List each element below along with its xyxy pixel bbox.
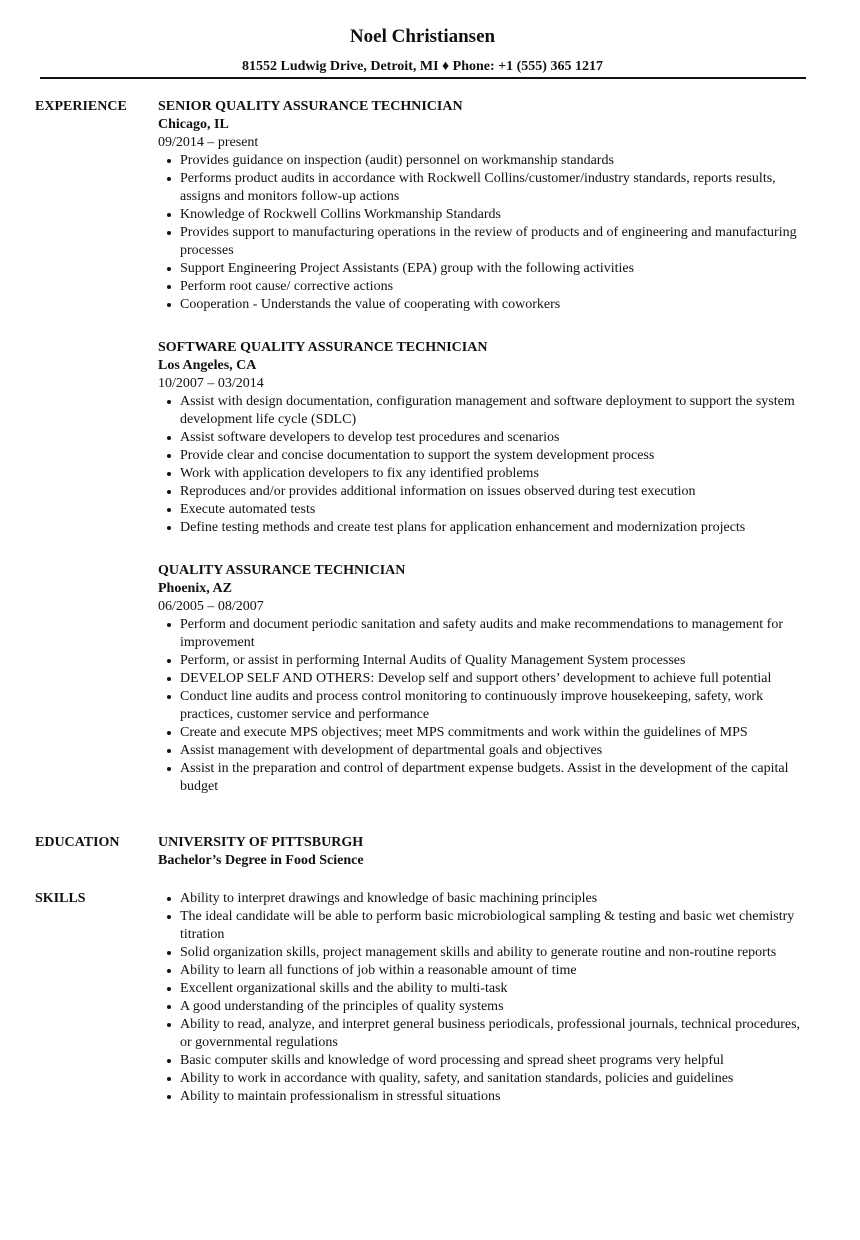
job-dates: 06/2005 – 08/2007 <box>158 599 264 614</box>
degree: Bachelor’s Degree in Food Science <box>158 853 364 868</box>
header-divider <box>40 77 806 79</box>
skills-list <box>158 890 815 1106</box>
job-location: Chicago, IL <box>158 117 229 132</box>
school-name: UNIVERSITY OF PITTSBURGH <box>158 835 364 850</box>
bullet-item: DEVELOP SELF AND OTHERS: Develop self and support others’ development to achieve full potential <box>180 670 815 688</box>
job-title: QUALITY ASSURANCE TECHNICIAN <box>158 563 406 578</box>
job-entry <box>158 339 815 537</box>
experience-section <box>35 98 815 796</box>
bullet-item: Provides support to manufacturing operations in the review of products and of engineering and manufacturing processes <box>180 224 815 260</box>
bullet-item: Perform, or assist in performing Internal Audits of Quality Management System processes <box>180 652 815 670</box>
bullet-item: Perform root cause/ corrective actions <box>180 278 815 296</box>
job-dates: 10/2007 – 03/2014 <box>158 376 264 391</box>
skill-item: Basic computer skills and knowledge of word processing and spread sheet programs very helpful <box>180 1052 815 1070</box>
candidate-name: Noel Christiansen <box>349 26 496 47</box>
bullet-item: Assist with design documentation, configuration management and software deployment to support the system development life cycle (SDLC) <box>180 393 815 429</box>
education-section <box>35 834 815 870</box>
bullet-item: Perform and document periodic sanitation and safety audits and make recommendations to management for improvement <box>180 616 815 652</box>
bullet-item: Conduct line audits and process control monitoring to continuously improve housekeeping, safety, work practices, customer service and performance <box>180 688 815 724</box>
skill-item: Ability to learn all functions of job within a reasonable amount of time <box>180 962 815 980</box>
bullet-item: Reproduces and/or provides additional information on issues observed during test execution <box>180 483 815 501</box>
skill-item: The ideal candidate will be able to perform basic microbiological sampling & testing and basic wet chemistry titration <box>180 908 815 944</box>
job-bullets <box>158 393 815 537</box>
skill-item: Ability to interpret drawings and knowledge of basic machining principles <box>180 890 815 908</box>
job-bullets <box>158 616 815 796</box>
skill-item: Ability to work in accordance with quality, safety, and sanitation standards, policies and guidelines <box>180 1070 815 1088</box>
skills-section <box>35 890 815 1106</box>
job-bullets <box>158 152 815 314</box>
bullet-item: Execute automated tests <box>180 501 815 519</box>
job-location: Los Angeles, CA <box>158 358 257 373</box>
jobs-list <box>158 98 815 796</box>
bullet-item: Provides guidance on inspection (audit) personnel on workmanship standards <box>180 152 815 170</box>
section-label: SKILLS <box>35 891 86 906</box>
bullet-item: Assist in the preparation and control of department expense budgets. Assist in the development of the capital budget <box>180 760 815 796</box>
bullet-item: Work with application developers to fix any identified problems <box>180 465 815 483</box>
skill-item: Ability to read, analyze, and interpret general business periodicals, professional journals, technical procedures, or governmental regulations <box>180 1016 815 1052</box>
job-location: Phoenix, AZ <box>158 581 232 596</box>
bullet-item: Support Engineering Project Assistants (EPA) group with the following activities <box>180 260 815 278</box>
skill-item: Ability to maintain professionalism in stressful situations <box>180 1088 815 1106</box>
skill-item: A good understanding of the principles of quality systems <box>180 998 815 1016</box>
section-label: EXPERIENCE <box>35 99 127 114</box>
bullet-item: Cooperation - Understands the value of cooperating with coworkers <box>180 296 815 314</box>
job-title: SOFTWARE QUALITY ASSURANCE TECHNICIAN <box>158 340 488 355</box>
contact-line: 81552 Ludwig Drive, Detroit, MI ♦ Phone: +1 (555) 365 1217 <box>242 59 603 74</box>
bullet-item: Performs product audits in accordance with Rockwell Collins/customer/industry standards, reports results, assigns and monitors follow-up actions <box>180 170 815 206</box>
section-label: EDUCATION <box>35 835 120 850</box>
bullet-item: Create and execute MPS objectives; meet MPS commitments and work within the guidelines of MPS <box>180 724 815 742</box>
bullet-item: Assist management with development of departmental goals and objectives <box>180 742 815 760</box>
bullet-item: Assist software developers to develop test procedures and scenarios <box>180 429 815 447</box>
bullet-item: Provide clear and concise documentation to support the system development process <box>180 447 815 465</box>
job-entry <box>158 98 815 314</box>
skill-item: Solid organization skills, project management skills and ability to generate routine and non-routine reports <box>180 944 815 962</box>
job-dates: 09/2014 – present <box>158 135 259 150</box>
bullet-item: Knowledge of Rockwell Collins Workmanship Standards <box>180 206 815 224</box>
bullet-item: Define testing methods and create test plans for application enhancement and modernization projects <box>180 519 815 537</box>
job-title: SENIOR QUALITY ASSURANCE TECHNICIAN <box>158 99 463 114</box>
skill-item: Excellent organizational skills and the ability to multi-task <box>180 980 815 998</box>
job-entry <box>158 562 815 796</box>
